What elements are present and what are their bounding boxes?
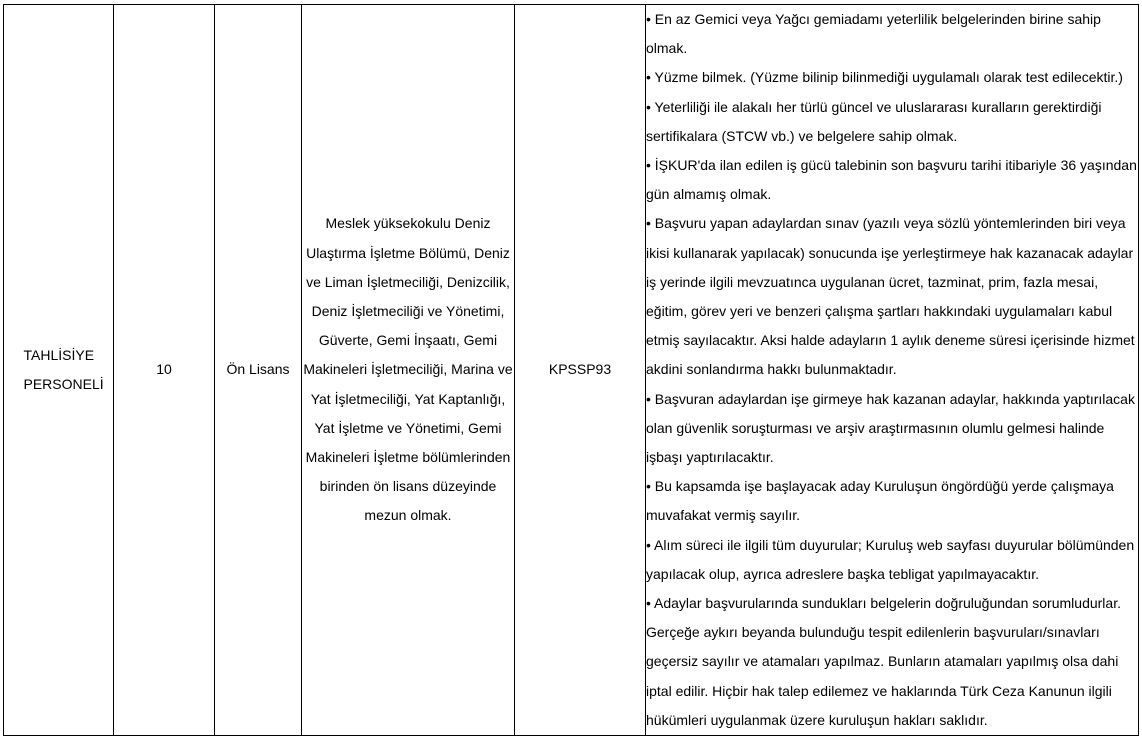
count-cell bbox=[114, 5, 215, 736]
department-cell bbox=[302, 5, 515, 736]
exam-type-cell bbox=[515, 5, 646, 736]
job-requirements-table bbox=[3, 4, 1139, 736]
requirements-cell bbox=[646, 5, 1139, 736]
requirement-item: • İŞKUR'da ilan edilen iş gücü talebinin son başvuru tarihi itibariyle 36 yaşından gün almamış olmak. bbox=[646, 157, 1137, 203]
education-level-cell bbox=[215, 5, 302, 736]
requirement-item: • Başvuran adaylardan işe girmeye hak kazanan adaylar, hakkında yaptırılacak olan güvenlik soruşturması ve arşiv araştırmasının olumlu gelmesi halinde işbaşı yaptırılacaktır. bbox=[646, 390, 1135, 466]
requirement-item: • Adaylar başvurularında sundukları belgelerin doğruluğundan sorumludurlar. Gerçeğe aykırı beyanda bulunduğu tespit edilenlerin başvuruları/sınavları geçersiz sayılır ve atamaları yapılmaz. Bunların atamaları yapılmış olsa dahi iptal edilir. Hiçbir hak talep edilemez ve haklarında Türk Ceza Kanunun ilgili hükümleri uygulanmak üzere kuruluşun hakları saklıdır. bbox=[646, 595, 1121, 728]
requirement-item: • Bu kapsamda işe başlayacak aday Kuruluşun öngördüğü yerde çalışmaya muvafakat vermiş sayılır. bbox=[646, 478, 1114, 524]
requirement-item: • Yüzme bilmek. (Yüzme bilinip bilinmediği uygulamalı olarak test edilecektir.) bbox=[646, 69, 1123, 86]
position-cell bbox=[4, 5, 114, 736]
position-count: 10 bbox=[156, 361, 172, 378]
requirement-item: • Alım süreci ile ilgili tüm duyurular; Kuruluş web sayfası duyurular bölümünden yapılacak olup, ayrıca adreslere başka tebligat yapılmayacaktır. bbox=[646, 536, 1135, 582]
education-level: Ön Lisans bbox=[226, 361, 290, 378]
department-requirement: Meslek yüksekokulu Deniz Ulaştırma İşletme Bölümü, Deniz ve Liman İşletmeciliği, Denizcilik, Deniz İşletmeciliği ve Yönetimi, Güverte, Gemi İnşaatı, Gemi Makineleri İşletmeciliği, Marina ve Yat İşletmeciliği, Yat Kaptanlığı, Yat İşletme ve Yönetimi, Gemi Makineleri İşletme bölümlerinden birinden ön lisans düzeyinde mezun olmak. bbox=[303, 215, 513, 524]
requirement-item: • Yeterliliği ile alakalı her türlü güncel ve uluslararası kuralların gerektirdiği sertifikalara (STCW vb.) ve belgelere sahip olmak. bbox=[646, 98, 1102, 144]
table-row bbox=[4, 5, 1139, 736]
position-title: TAHLİSİYE PERSONELİ bbox=[23, 346, 104, 393]
requirement-item: • Başvuru yapan adaylardan sınav (yazılı veya sözlü yöntemlerinden biri veya ikisi kullanarak yapılacak) sonucunda işe yerleştirmeye hak kazanacak adaylar iş yerinde ilgili mevzuatınca uygulanan ücret, tazminat, prim, fazla mesai, eğitim, görev yeri ve benzeri çalışma şartları hakkındaki uygulamaları kabul etmiş sayılacaktır. Aksi halde adayların 1 aylık deneme süresi içerisinde hizmet akdini sonlandırma hakkı bulunmaktadır. bbox=[646, 215, 1135, 378]
requirement-item: • En az Gemici veya Yağcı gemiadamı yeterlilik belgelerinden birine sahip olmak. bbox=[646, 11, 1101, 57]
exam-score-type: KPSSP93 bbox=[548, 361, 612, 378]
